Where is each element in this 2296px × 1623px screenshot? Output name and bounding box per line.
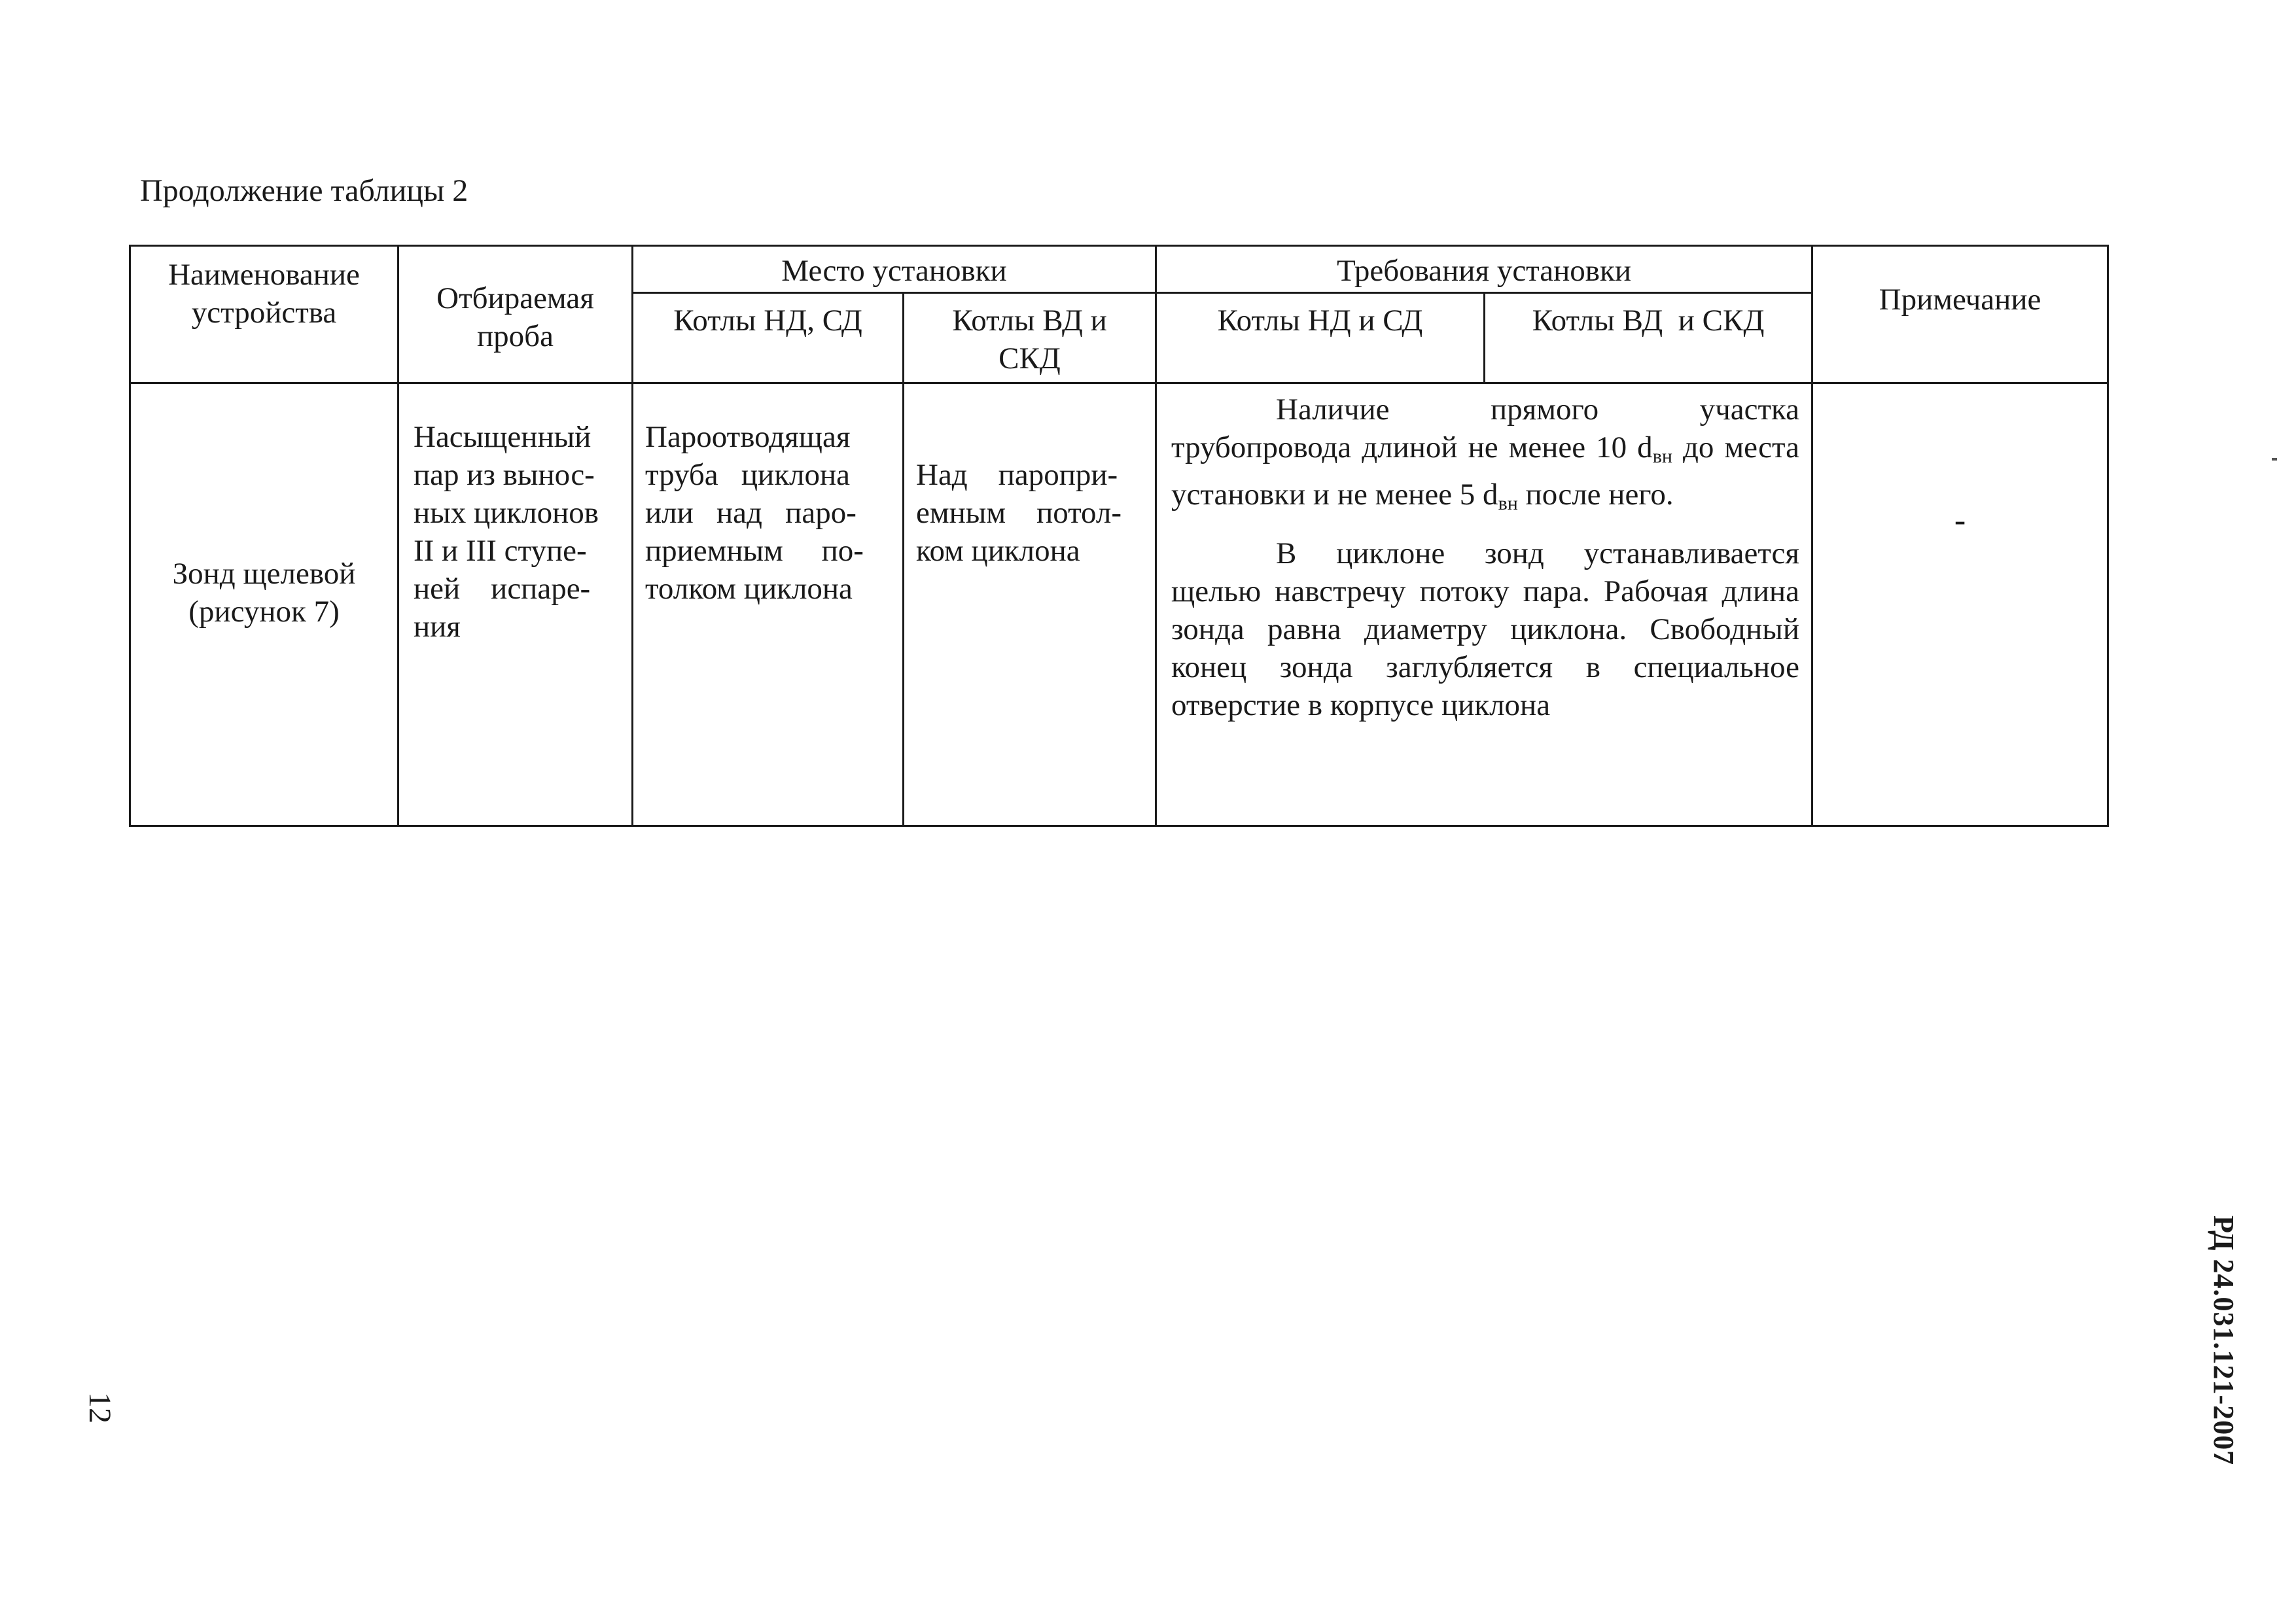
cell-note: -	[1812, 383, 2108, 826]
requirements-paragraph-2: В циклоне зонд устанавливается щелью навстречу потоку пара. Рабочая длина зонда равна диаметру циклона. Свободный конец зонда заглубляется в специальное отверстие в корпусе циклона	[1171, 536, 1799, 722]
header-note: Примечание	[1812, 246, 2108, 383]
header-requirements-group: Требования установки	[1156, 246, 1812, 293]
table-row	[130, 383, 2108, 826]
requirements-paragraph-1: Наличие прямого участка трубопровода длиной не менее 10 $d_{вн}$ до места установки и не менее 5 $d_{вн}$ после него.	[1171, 393, 1799, 514]
requirements-table	[129, 245, 2109, 827]
header-req-nd-sd: Котлы НД и СД	[1156, 293, 1485, 383]
cell-requirements	[1156, 383, 1812, 826]
cell-place-nd-sd: Пароотводящая труба циклона или над паро- приемным по- толком циклона	[633, 383, 904, 826]
header-place-vd-skd: Котлы ВД и СКД	[904, 293, 1156, 383]
header-device-name: Наименование устройства	[130, 246, 398, 383]
cell-device-name: Зонд щелевой (рисунок 7)	[130, 383, 398, 826]
cell-sample: Насыщенный пар из вынос- ных циклонов II и III ступе- ней испаре- ния	[398, 383, 633, 826]
scan-mark	[2272, 458, 2277, 461]
header-sample: Отбираемая проба	[398, 246, 633, 383]
header-req-vd-skd: Котлы ВД и СКД	[1485, 293, 1812, 383]
cell-place-vd-skd: Над паропри- емным потол- ком циклона	[904, 383, 1156, 826]
page-number: 12	[82, 1392, 117, 1423]
table-caption: Продолжение таблицы 2	[140, 173, 468, 208]
document-code: РД 24.031.121-2007	[2208, 1215, 2240, 1466]
header-place-nd-sd: Котлы НД, СД	[633, 293, 904, 383]
header-place-group: Место установки	[633, 246, 1156, 293]
